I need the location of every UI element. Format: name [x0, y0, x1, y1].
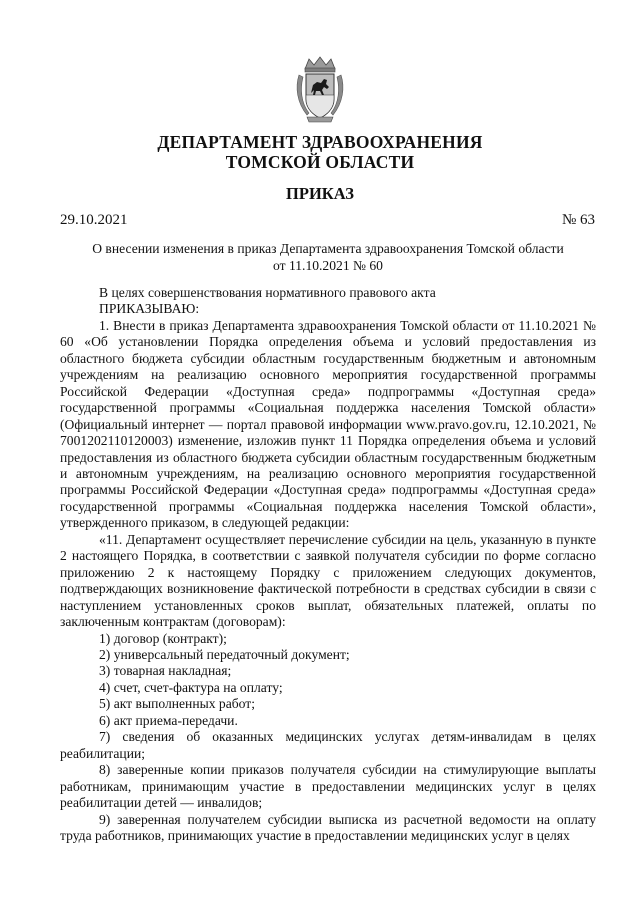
list-item: 3) товарная накладная; — [99, 663, 232, 679]
paragraph-preamble: В целях совершенствования нормативного правового акта — [99, 285, 436, 300]
list-item: 9) заверенная получателем субсидии выписка из расчетной ведомости на оплату труда работников, принимающих участие в предоставлении медицинских услуг в целях — [60, 811, 596, 843]
list-item: 6) акт приема-передачи. — [99, 712, 238, 728]
list-item: 4) счет, счет-фактура на оплату; — [99, 679, 283, 695]
order-number: № 63 — [561, 212, 595, 228]
order-body — [60, 285, 596, 844]
coat-of-arms-icon — [293, 55, 347, 125]
list-item: 5) акт выполненных работ; — [99, 696, 256, 712]
subject-line1: О внесении изменения в приказ Департамента здравоохранения Томской области — [92, 241, 564, 256]
order-date: 29.10.2021 — [60, 212, 128, 228]
department-name-line2: ТОМСКОЙ ОБЛАСТИ — [225, 152, 415, 172]
order-subject — [60, 240, 596, 274]
paragraph-item-11: «11. Департамент осуществляет перечисление субсидии на цель, указанную в пункте 2 настоящего Порядка, в соответствии с заявкой получателя субсидии по форме согласно приложению 2 к настоящему Порядку с приложением следующих документов, подтверждающих возникновение фактической потребности в средствах субсидии в связи с наступлением установленных сроков выплат, обязательных платежей, оплаты по заключенным контрактам (договорам): — [60, 531, 596, 630]
document-type-title: ПРИКАЗ — [286, 184, 354, 203]
list-item: 8) заверенные копии приказов получателя субсидии на стимулирующие выплаты работникам, принимающим участие в предоставлении медицинских услуг в целях реабилитации детей — инвалидов; — [60, 762, 596, 811]
department-name-line1: ДЕПАРТАМЕНТ ЗДРАВООХРАНЕНИЯ — [157, 132, 483, 152]
list-item: 1) договор (контракт); — [99, 630, 227, 646]
subject-line2: от 11.10.2021 № 60 — [273, 258, 383, 273]
list-item: 2) универсальный передаточный документ; — [99, 646, 350, 662]
paragraph-order-word: ПРИКАЗЫВАЮ: — [99, 301, 200, 317]
list-item: 7) сведения об оказанных медицинских услугах детям-инвалидам в целях реабилитации; — [60, 729, 596, 761]
paragraph-item-1: 1. Внести в приказ Департамента здравоохранения Томской области от 11.10.2021 № 60 «Об установлении Порядка определения объема и условий предоставления из областного бюджета субсидии областным государственным бюджетным и автономным учреждениям на реализацию основного мероприятия государственной программы Российской Федерации «Доступная среда» подпрограммы «Доступная среда» государственной программы «Социальная поддержка населения Томской области» (Официальный интернет — портал правовой информации www.pravo.gov.ru, 12.10.2021, № 7001202110120003) изменение, изложив пункт 11 Порядка определения объема и условий предоставления из областного бюджета субсидии областным государственным бюджетным и автономным учреждениям, на реализацию основного мероприятия государственной программы Российской Федерации «Доступная среда» подпрограммы «Доступная среда» государственной программы «Социальная поддержка населения Томской области», утвержденного приказом, в следующей редакции: — [60, 317, 596, 531]
